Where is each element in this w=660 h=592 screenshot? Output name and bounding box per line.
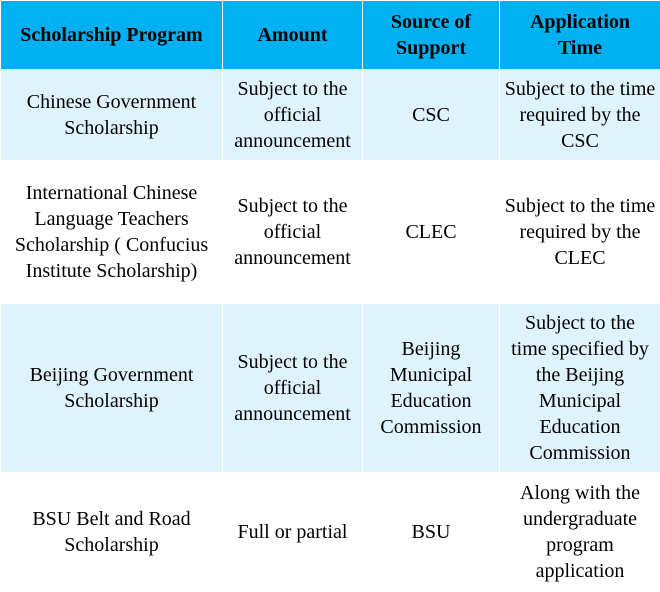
table-row [1, 70, 660, 161]
cell-amount: Subject to the official announcement [223, 70, 363, 161]
cell-source: CLEC [363, 161, 500, 304]
header-application-time [500, 1, 660, 70]
cell-program: International Chinese Language Teachers Scholarship ( Confucius Institute Scholarship) [1, 161, 223, 304]
header-time-text: Application Time [515, 9, 645, 61]
cell-time: Subject to the time required by the CSC [500, 70, 660, 161]
header-source-text: Source of Support [376, 9, 486, 61]
header-scholarship-program: Scholarship Program [1, 1, 223, 70]
cell-source: BSU [363, 473, 500, 592]
table-row [1, 473, 660, 592]
cell-program [1, 304, 223, 473]
cell-program [1, 473, 223, 592]
cell-amount: Full or partial [223, 473, 363, 592]
cell-program-text: BSU Belt and Road Scholarship [19, 506, 204, 558]
header-source-of-support [363, 1, 500, 70]
cell-program-text: Beijing Government Scholarship [17, 362, 207, 414]
cell-time-text: Along with the undergraduate program application [510, 480, 650, 584]
cell-amount: Subject to the official announcement [223, 161, 363, 304]
cell-source: Beijing Municipal Education Commission [363, 304, 500, 473]
cell-time-text: Subject to the time specified by the Beijing Municipal Education Commission [510, 310, 650, 466]
cell-source: CSC [363, 70, 500, 161]
cell-time [500, 473, 660, 592]
cell-amount: Subject to the official announcement [223, 304, 363, 473]
cell-time [500, 304, 660, 473]
table-header-row [1, 1, 660, 70]
table-row [1, 304, 660, 473]
table-row [1, 161, 660, 304]
cell-program-text: Chinese Government Scholarship [12, 89, 212, 141]
header-amount: Amount [223, 1, 363, 70]
cell-time: Subject to the time required by the CLEC [500, 161, 660, 304]
cell-program [1, 70, 223, 161]
